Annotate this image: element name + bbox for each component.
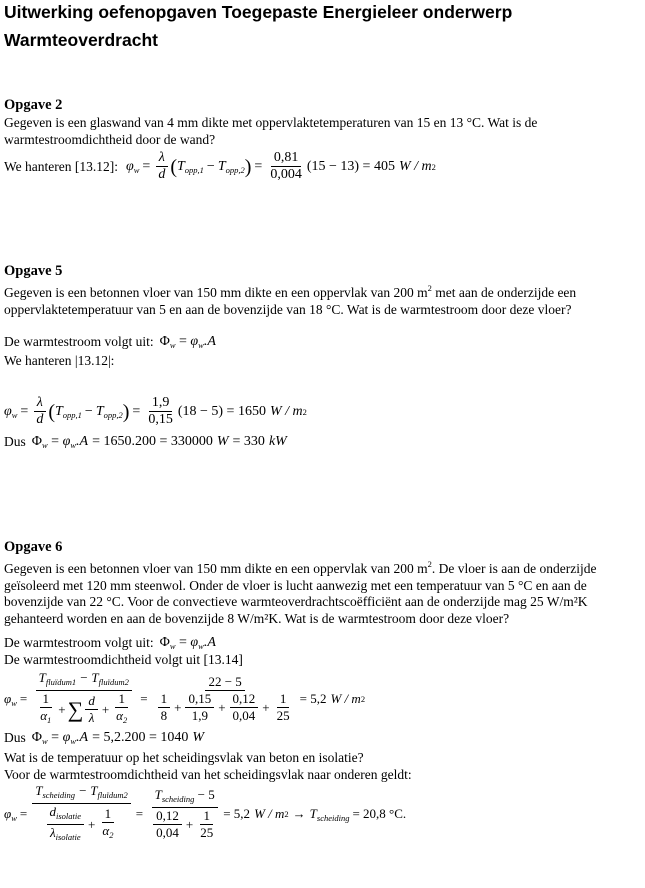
opgave-2-eq-prefix: We hanteren [13.12]: — [4, 158, 118, 174]
opgave-6-eq2-final: = 20,8 °C. — [352, 806, 407, 821]
opgave-5-heading: Opgave 5 — [4, 263, 63, 279]
opgave-5-equation: $\varphi_w$ = $\frac{\lambda}{d}$ ( $T_{opp,1}$ − $T_{opp,2}$ ) = $\frac{1,9}{0,15}$ (18 − 5) = 1650 W / m 2 — [4, 395, 307, 427]
opgave-2-eq-den: 0,004 — [270, 167, 302, 182]
opgave-5-eq-rest: (18 − 5) = 1650 — [177, 403, 266, 419]
opgave-6-question-2: Voor de warmtestroomdichtheid van het scheidingsvlak naar onderen geldt: — [4, 767, 412, 782]
opgave-6-dus: Dus $\Phi_w = \varphi_w.A$ = 5,2.200 = 1040 W — [4, 730, 205, 746]
opgave-6-eq1-result: = 5,2 — [299, 691, 327, 706]
opgave-2-eq-unit: W / m — [398, 158, 432, 174]
opgave-5-text: Gegeven is een betonnen vloer van 150 mm dikte en een oppervlak van 200 $m^2$ met aan de onderzijde een oppervlaktetemperatuur van 5 en aan de bovenzijde van 18 °C. Wat is de warmtestroom door deze vloer? — [4, 283, 577, 317]
opgave-2-eq-num: 0,81 — [271, 150, 302, 167]
opgave-6-line-2: De warmtestroomdichtheid volgt uit [13.14] — [4, 652, 243, 667]
opgave-2-text: Gegeven is een glaswand van 4 mm dikte met oppervlaktetemperaturen van 15 en 13 °C. Wat is de warmtestroomdichtheid door de wand? — [4, 115, 538, 147]
opgave-5-line-1: De warmtestroom volgt uit: $\Phi_w = \varphi_w.A$ — [4, 334, 216, 350]
document-title — [4, 0, 624, 54]
opgave-5 — [4, 262, 640, 450]
opgave-5-eq-exp: 2 — [302, 406, 307, 417]
opgave-5-line-2: We hanteren |13.12|: — [4, 353, 115, 368]
title-line-2: Warmteoverdracht — [4, 30, 158, 50]
opgave-5-eq-unit: W / m — [269, 403, 303, 419]
opgave-5-dus: Dus $\Phi_w = \varphi_w.A$ = 1650.200 = 330000 W = 330 kW — [4, 434, 287, 450]
opgave-6-equation-1: $\varphi_w$ = $T_{fluïdum1} - T_{fluïdum2}$ $\frac{1}{\alpha_1}$ + ∑ $\frac{d}{\lambda}$ + $\frac{1}{\alpha_2}$ = 22 − 5 $\frac{1}{8}$ + $\frac{0,15}{1,9}$ + $\frac{0,12}{0,04}$ + $\frac{1}{25}$ = 5,2 W / m 2 — [4, 670, 366, 725]
opgave-6-eq1-numerator: 22 − 5 — [205, 674, 244, 691]
opgave-2-heading: Opgave 2 — [4, 97, 63, 113]
opgave-2-equation: We hanteren [13.12]: $\varphi_w$ = $\frac{\lambda}{d}$ ( $T_{opp,1}$ − $T_{opp,2}$ ) = $\frac{0,81}{0,004}$ (15 − 13) = 405 W / m 2 — [4, 150, 436, 182]
opgave-2-eq-exp: 2 — [431, 161, 436, 172]
opgave-5-eq-num: 1,9 — [149, 395, 173, 412]
opgave-6-equation-2: $\varphi_w$ = $T_{scheiding} - T_{fluïdum2}$ $\frac{d_{isolatie}}{\lambda_{isolatie}}$ + $\frac{1}{\alpha_2}$ = $T_{scheiding} - 5$ $\frac{0,12}{0,04}$ + $\frac{1}{25}$ = 5,2 W / m 2 → $T_{scheiding}$ = 20,8 °C. — [4, 783, 407, 842]
title-line-1: Uitwerking oefenopgaven Toegepaste Energieleer onderwerp — [4, 2, 513, 22]
opgave-5-eq-den: 0,15 — [148, 412, 173, 427]
opgave-6-eq2-result: = 5,2 — [223, 806, 251, 821]
opgave-2-eq-rest: (15 − 13) = 405 — [306, 158, 395, 174]
opgave-2 — [4, 96, 640, 183]
opgave-6 — [4, 538, 640, 845]
opgave-6-question-1: Wat is de temperatuur op het scheidingsvlak van beton en isolatie? — [4, 750, 364, 765]
opgave-6-line-1: De warmtestroom volgt uit: $\Phi_w = \varphi_w.A$ — [4, 635, 216, 651]
opgave-6-heading: Opgave 6 — [4, 539, 63, 555]
opgave-6-text: Gegeven is een betonnen vloer van 150 mm dikte en een oppervlak van 200 $m^2$. De vloer is aan de onderzijde geïsoleerd met 120 mm steenwol. Onder de vloer is lucht aanwezig met een temperatuur van 5 °C en aan de bovenzijde van 22 °C. Voor de convectieve warmteoverdrachtscoëfficiënt aan de onderzijde mag 25 W/m²K gehanteerd worden en aan de bovenzijde 8 W/m²K. Wat is de warmtestroom door deze vloer? — [4, 559, 597, 626]
